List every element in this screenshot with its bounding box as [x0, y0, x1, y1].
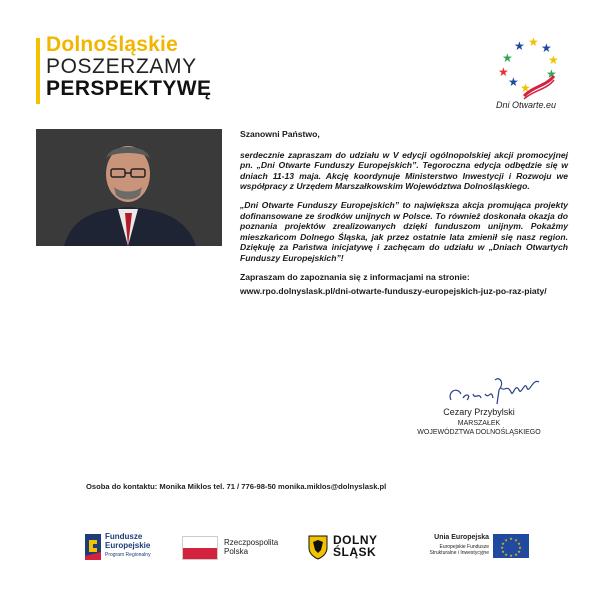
letter-paragraph-3: Zapraszam do zapoznania się z informacjami na stronie: [240, 271, 470, 282]
dni-otwarte-logo-text: Dni Otwarte.eu [496, 100, 557, 110]
svg-text:★: ★ [514, 552, 518, 557]
svg-text:★: ★ [504, 537, 508, 543]
brand-slogan-line1: POSZERZAMY [46, 55, 197, 78]
fe-line1: Fundusze [105, 532, 143, 541]
eu-flag-icon [493, 534, 529, 558]
svg-text:★: ★ [528, 36, 539, 49]
svg-text:★: ★ [541, 41, 552, 55]
signature-role [390, 419, 568, 437]
svg-text:★: ★ [520, 81, 531, 95]
letter-greeting: Szanowni Państwo, [240, 129, 320, 139]
rp-line1: Rzeczpospolita [224, 538, 279, 547]
letter-body [240, 129, 568, 305]
fe-line2: Europejskie [105, 541, 151, 550]
rzeczpospolita-polska-logo [182, 534, 292, 562]
fe-subtitle: Program Regionalny [105, 552, 151, 558]
rp-line2: Polska [224, 547, 249, 556]
ue-line2: Europejskie Fundusze [439, 544, 489, 550]
contact-info: Osoba do kontaktu: Monika Miklos tel. 71 / 776-98-50 monika.miklos@dolnyslask.pl [86, 482, 387, 491]
signature-name: Cezary Przybylski [443, 407, 515, 417]
handwritten-signature-icon [445, 372, 545, 412]
portrait-photo [36, 129, 222, 246]
ue-title: Unia Europejska [434, 534, 489, 541]
dni-otwarte-logo-icon [494, 36, 564, 108]
brand-header [38, 34, 211, 100]
fundusze-europejskie-logo [83, 530, 173, 566]
letter-url-link[interactable]: www.rpo.dolnyslask.pl/dni-otwarte-funduszy-europejskich-juz-po-raz-piaty/ [240, 286, 547, 297]
fundusze-europejskie-icon [83, 532, 103, 562]
svg-text:★: ★ [500, 545, 504, 550]
svg-text:★: ★ [546, 67, 557, 81]
letter-paragraph-2: „Dni Otwarte Funduszy Europejskich” to największa akcja promująca projekty dofinansowane ze środków unijnych w Polsce. To również doskonała okazja do poznania projektów zrealizowanych dzięki funduszom unijnym. Pokażmy mieszkańcom Dolnego Śląska, jak przez ostatnie lata zmienił się nasz region. Dziękuję za Państwa inicjatywę i zachęcam do udziału w „Dniach Otwartych Funduszy Europejskich”! [240, 199, 568, 263]
svg-text:★: ★ [517, 541, 521, 546]
svg-text:★: ★ [548, 53, 559, 67]
ue-subtitle [405, 544, 489, 556]
signature-role-line1: MARSZAŁEK [457, 420, 501, 427]
svg-text:★: ★ [509, 536, 513, 541]
svg-text:★: ★ [501, 549, 505, 554]
brand-title: Dolnośląskie [46, 33, 178, 56]
ue-line3: Strukturalne i Inwestycyjne [429, 550, 489, 556]
letter-paragraph-1: serdecznie zapraszam do udziału w V edycji ogólnopolskiej akcji promocyjnej pn. „Dni Otwarte Funduszy Europejskich”. Tegoroczna edycja odbędzie się w dniach 11-13 maja. Akcję koordynuje Ministerstwo Inwestycji i Rozwoju we współpracy z Urzędem Marszałkowskim Województwa Dolnośląskiego. [240, 149, 568, 192]
svg-text:★: ★ [518, 545, 522, 550]
ds-line1: DOLNY [333, 533, 378, 547]
svg-text:★: ★ [514, 39, 525, 53]
svg-text:★: ★ [517, 549, 521, 554]
fundusze-europejskie-label [105, 532, 150, 550]
signature-role-line2: WOJEWÓDZTWA DOLNOŚLĄSKIEGO [417, 429, 541, 436]
rzeczpospolita-polska-label [224, 538, 278, 556]
brand-slogan-line2: PERSPEKTYWĘ [46, 77, 212, 100]
svg-text:★: ★ [504, 552, 508, 557]
brand-accent-bar [36, 38, 40, 104]
dolny-slask-label [333, 534, 378, 558]
svg-text:★: ★ [502, 51, 513, 65]
footer-logos [0, 530, 600, 570]
unia-europejska-logo [405, 532, 525, 564]
svg-text:★: ★ [508, 75, 519, 89]
portrait-illustration [36, 129, 222, 246]
svg-text:★: ★ [501, 541, 505, 546]
svg-text:★: ★ [514, 537, 518, 543]
dolny-slask-crest-icon [307, 534, 329, 560]
ds-line2: ŚLĄSK [333, 545, 377, 559]
svg-text:★: ★ [498, 65, 509, 79]
poland-flag-icon [182, 536, 218, 560]
dolny-slask-logo [307, 532, 387, 562]
svg-text:★: ★ [509, 553, 513, 558]
